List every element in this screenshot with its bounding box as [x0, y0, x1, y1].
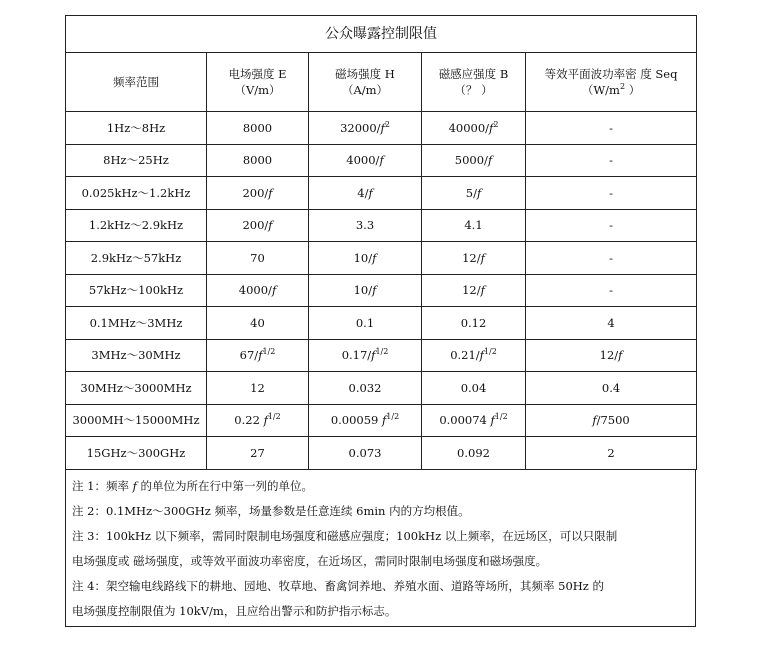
cell-magnetic-field	[309, 404, 422, 437]
standard-table-container	[65, 15, 696, 627]
table-row	[66, 274, 697, 307]
cell-electric-field: 70	[207, 242, 309, 275]
cell-electric-field: 40	[207, 307, 309, 340]
value-text: 5/	[465, 185, 477, 200]
table-row	[66, 437, 697, 470]
table-body	[66, 112, 697, 470]
header-electric-field	[207, 53, 309, 112]
header-magnetic-field	[309, 53, 422, 112]
frequency-symbol: f	[487, 153, 493, 168]
note-4-line-2: 电场强度控制限值为 10kV/m，且应给出警示和防护指示标志。	[72, 603, 397, 618]
cell-magnetic-field: 3.3	[309, 209, 422, 242]
header-power-density	[526, 53, 697, 112]
header-magnetic-field-name: 磁场强度 H	[335, 67, 395, 81]
cell-electric-field: 12	[207, 372, 309, 405]
value-text: 0.22	[234, 413, 264, 428]
note-1-suffix: 的单位为所在行中第一列的单位。	[136, 478, 314, 493]
cell-power-density	[526, 339, 697, 372]
cell-magnetic-induction: 0.092	[422, 437, 526, 470]
header-magnetic-induction-unit: （？ ）	[454, 83, 493, 97]
frequency-symbol: f	[479, 348, 484, 363]
frequency-symbol: f	[592, 413, 597, 428]
exposure-limits-table	[65, 15, 697, 470]
cell-magnetic-induction: 4.1	[422, 209, 526, 242]
cell-magnetic-field: 0.032	[309, 372, 422, 405]
cell-power-density	[526, 404, 697, 437]
frequency-symbol: f	[476, 185, 482, 200]
cell-frequency-range: 15GHz～300GHz	[66, 437, 207, 470]
cell-power-density: 0.4	[526, 372, 697, 405]
exponent: 1/2	[386, 412, 400, 422]
frequency-symbol: f	[480, 250, 485, 265]
cell-electric-field	[207, 209, 309, 242]
cell-magnetic-field	[309, 144, 422, 177]
header-electric-field-name: 电场强度 E	[228, 67, 287, 81]
cell-power-density: -	[526, 209, 697, 242]
cell-electric-field	[207, 177, 309, 210]
cell-magnetic-induction: 0.12	[422, 307, 526, 340]
frequency-symbol: f	[380, 120, 385, 135]
cell-electric-field	[207, 274, 309, 307]
value-text: 0.21/	[450, 348, 480, 363]
frequency-symbol: f	[372, 283, 377, 298]
exponent: 2	[493, 119, 499, 129]
cell-frequency-range: 2.9kHz～57kHz	[66, 242, 207, 275]
value-suffix: /7500	[596, 413, 630, 428]
value-text: 32000/	[340, 120, 381, 135]
value-text: 200/	[242, 185, 269, 200]
cell-frequency-range: 1Hz～8Hz	[66, 112, 207, 145]
value-text: 40000/	[448, 120, 490, 135]
cell-magnetic-field	[309, 274, 422, 307]
header-row	[66, 53, 697, 112]
frequency-symbol: f	[258, 348, 263, 363]
cell-magnetic-field	[309, 242, 422, 275]
note-1-prefix: 注 1：频率	[72, 478, 133, 493]
cell-electric-field	[207, 404, 309, 437]
cell-power-density: -	[526, 177, 697, 210]
value-text: 4/	[357, 185, 369, 200]
value-text: 12/	[599, 348, 619, 363]
cell-frequency-range: 57kHz～100kHz	[66, 274, 207, 307]
value-text: 4000/	[346, 153, 380, 168]
frequency-symbol: f	[490, 413, 495, 428]
value-text: 10/	[353, 250, 373, 265]
unit-text: （W/m	[581, 83, 620, 97]
cell-magnetic-induction	[422, 242, 526, 275]
frequency-symbol: f	[368, 185, 373, 200]
table-row	[66, 404, 697, 437]
cell-frequency-range: 3000MH～15000MHz	[66, 404, 207, 437]
header-power-density-unit	[528, 82, 694, 98]
header-magnetic-induction	[422, 53, 526, 112]
unit-exponent: 2	[619, 82, 626, 92]
cell-power-density: -	[526, 242, 697, 275]
table-row	[66, 339, 697, 372]
value-text: 12/	[462, 283, 481, 298]
cell-magnetic-field: 0.1	[309, 307, 422, 340]
cell-frequency-range: 1.2kHz～2.9kHz	[66, 209, 207, 242]
note-1-symbol: f	[132, 478, 137, 493]
header-power-density-name: 等效平面波功率密 度 Seq	[544, 67, 678, 81]
frequency-symbol: f	[268, 218, 273, 233]
exponent: 1/2	[494, 412, 508, 422]
cell-electric-field: 8000	[207, 112, 309, 145]
cell-magnetic-induction	[422, 339, 526, 372]
exponent: 1/2	[483, 347, 497, 357]
cell-magnetic-induction	[422, 112, 526, 145]
cell-power-density: 4	[526, 307, 697, 340]
cell-electric-field	[207, 339, 309, 372]
table-row	[66, 307, 697, 340]
value-text: 200/	[242, 218, 269, 233]
note-3-line-1: 注 3：100kHz 以下频率，需同时限制电场强度和磁感应强度；100kHz 以上频率，在远场区，可以只限制	[72, 528, 618, 543]
cell-power-density: -	[526, 144, 697, 177]
value-text: 4000/	[238, 283, 272, 298]
cell-power-density: 2	[526, 437, 697, 470]
header-electric-field-unit: （V/m）	[234, 83, 281, 97]
cell-power-density: -	[526, 112, 697, 145]
frequency-symbol: f	[618, 348, 623, 363]
table-row	[66, 242, 697, 275]
cell-magnetic-field	[309, 177, 422, 210]
cell-magnetic-induction	[422, 144, 526, 177]
header-frequency-range: 频率范围	[66, 53, 207, 112]
frequency-symbol: f	[268, 185, 273, 200]
cell-magnetic-field: 0.073	[309, 437, 422, 470]
header-magnetic-induction-name: 磁感应强度 B	[438, 67, 509, 81]
note-4-line-1: 注 4：架空输电线路线下的耕地、园地、牧草地、畜禽饲养地、养殖水面、道路等场所，其频率 50Hz 的	[72, 578, 604, 593]
cell-frequency-range: 0.025kHz～1.2kHz	[66, 177, 207, 210]
frequency-symbol: f	[480, 283, 485, 298]
cell-frequency-range: 8Hz～25Hz	[66, 144, 207, 177]
value-text: 10/	[353, 283, 373, 298]
notes-section	[65, 470, 696, 627]
frequency-symbol: f	[379, 153, 384, 168]
value-text: 0.00074	[439, 413, 491, 428]
table-title: 公众曝露控制限值	[66, 16, 697, 53]
cell-magnetic-field	[309, 112, 422, 145]
table-row	[66, 177, 697, 210]
table-row	[66, 144, 697, 177]
frequency-symbol: f	[371, 348, 376, 363]
frequency-symbol: f	[263, 413, 268, 428]
cell-magnetic-induction	[422, 177, 526, 210]
value-text: 12/	[462, 250, 481, 265]
frequency-symbol: f	[372, 250, 377, 265]
cell-magnetic-induction	[422, 404, 526, 437]
exponent: 1/2	[375, 347, 389, 357]
exponent: 2	[384, 119, 390, 129]
table-row	[66, 112, 697, 145]
cell-frequency-range: 3MHz～30MHz	[66, 339, 207, 372]
value-text: 0.17/	[341, 348, 372, 363]
note-3-line-2: 电场强度或 磁场强度，或等效平面波功率密度，在近场区，需同时限制电场强度和磁场强度。	[72, 553, 548, 568]
note-2: 注 2：0.1MHz～300GHz 频率，场量参数是任意连续 6min 内的方均根值。	[72, 503, 470, 518]
table-row	[66, 372, 697, 405]
unit-close: ）	[625, 83, 641, 97]
exponent: 1/2	[267, 412, 281, 422]
frequency-symbol: f	[271, 283, 277, 298]
header-magnetic-field-unit: （A/m）	[341, 83, 389, 97]
value-text: 67/	[239, 348, 259, 363]
exponent: 1/2	[262, 347, 276, 357]
cell-magnetic-induction	[422, 274, 526, 307]
frequency-symbol: f	[382, 413, 387, 428]
table-row	[66, 209, 697, 242]
value-text: 5000/	[454, 153, 488, 168]
cell-magnetic-induction: 0.04	[422, 372, 526, 405]
cell-power-density: -	[526, 274, 697, 307]
cell-electric-field: 27	[207, 437, 309, 470]
frequency-symbol: f	[489, 120, 494, 135]
cell-magnetic-field	[309, 339, 422, 372]
note-1	[72, 474, 689, 499]
cell-frequency-range: 0.1MHz～3MHz	[66, 307, 207, 340]
value-text: 0.00059	[330, 413, 383, 428]
cell-electric-field: 8000	[207, 144, 309, 177]
cell-frequency-range: 30MHz～3000MHz	[66, 372, 207, 405]
